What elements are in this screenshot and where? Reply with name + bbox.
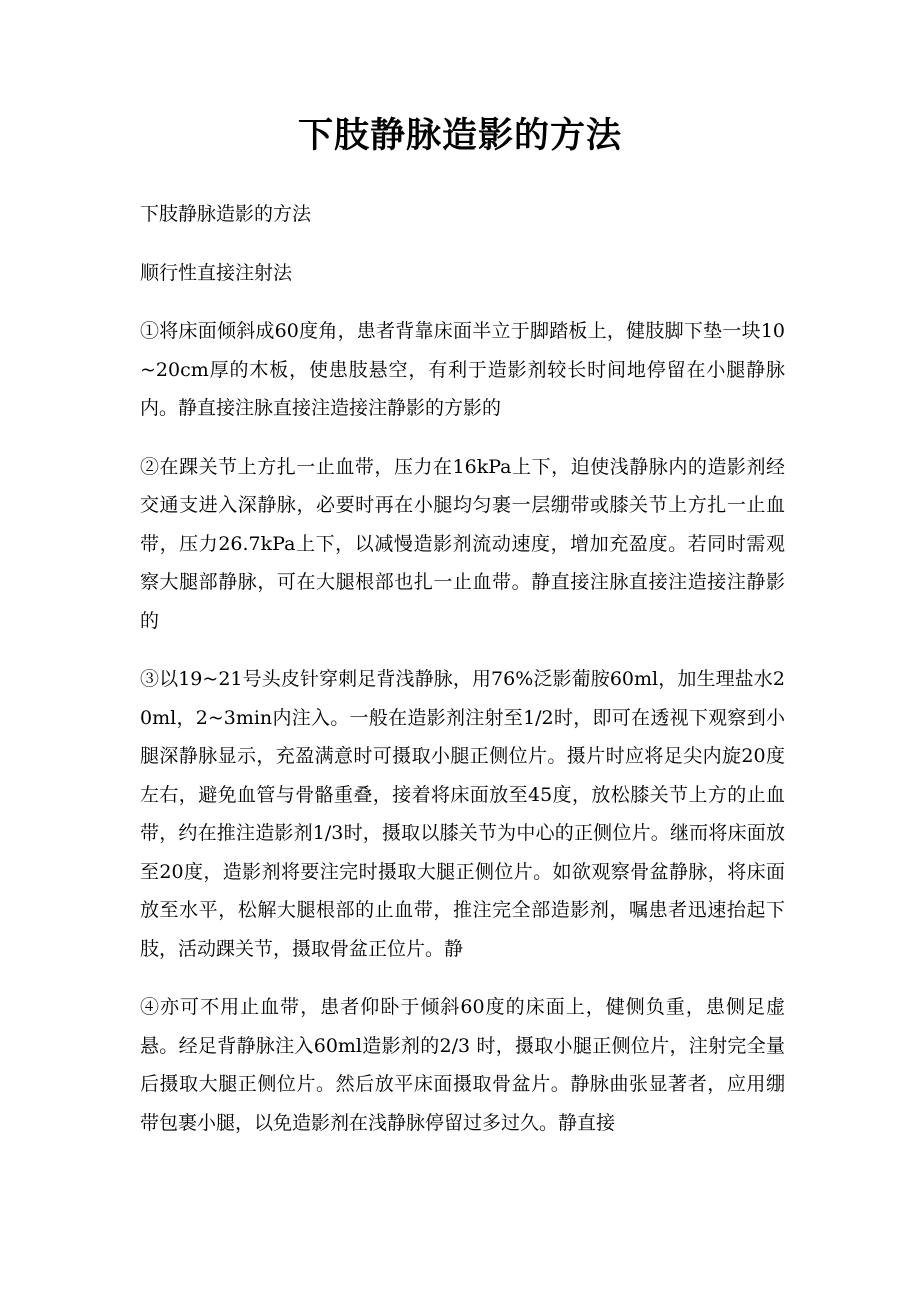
paragraph-section-heading: 顺行性直接注射法	[140, 261, 293, 284]
paragraph-subtitle: 下肢静脉造影的方法	[140, 203, 312, 225]
paragraph-step-2: ②在踝关节上方扎一止血带，压力在16kPa上下，迫使浅静脉内的造影剂经交通支进入深静脉，必要时再在小腿均匀裹一层绷带或膝关节上方扎一止血带，压力26.7kPa上下，以减慢造影剂流动速度，增加充盈度。若同时需观察大腿部静脉，可在大腿根部也扎一止血带。静直接注脉直接注造接注静影的	[140, 455, 785, 632]
document-body	[140, 195, 785, 1162]
paragraph-step-3: ③以19~21号头皮针穿刺足背浅静脉，用76%泛影葡胺60ml，加生理盐水20ml，2~3min内注入。一般在造影剂注射至1/2时，即可在透视下观察到小腿深静脉显示，充盈满意时可摄取小腿正侧位片。摄片时应将足尖内旋20度左右，避免血管与骨骼重叠，接着将床面放至45度，放松膝关节上方的止血带，约在推注造影剂1/3时，摄取以膝关节为中心的正侧位片。继而将床面放至20度，造影剂将要注完时摄取大腿正侧位片。如欲观察骨盆静脉，将床面放至水平，松解大腿根部的止血带，推注完全部造影剂，嘱患者迅速抬起下肢，活动踝关节，摄取骨盆正位片。静	[140, 668, 785, 960]
paragraph-step-4: ④亦可不用止血带，患者仰卧于倾斜60度的床面上，健侧负重，患侧足虚悬。经足背静脉注入60ml造影剂的2/3 时，摄取小腿正侧位片，注射完全量后摄取大腿正侧位片。然后放平床面摄取骨盆片。静脉曲张显著者，应用绷带包裹小腿，以免造影剂在浅静脉停留过多过久。静直接	[140, 996, 785, 1134]
document-title: 下肢静脉造影的方法	[297, 115, 622, 156]
paragraph-step-1: ①将床面倾斜成60度角，患者背靠床面半立于脚踏板上，健肢脚下垫一块10~20cm厚的木板，使患肢悬空，有利于造影剂较长时间地停留在小腿静脉内。静直接注脉直接注造接注静影的方影的	[140, 320, 785, 419]
